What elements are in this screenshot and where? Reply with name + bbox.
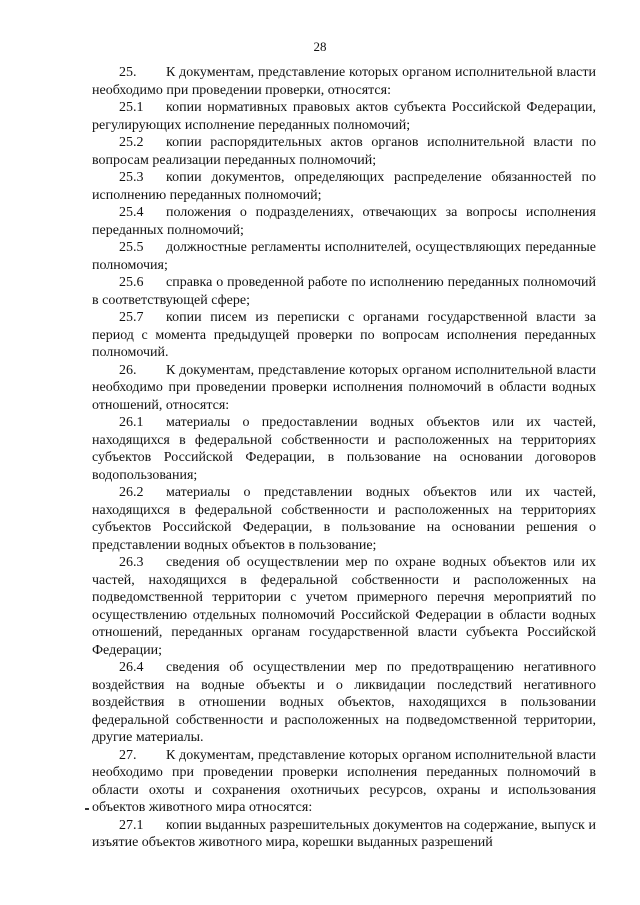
paragraph-number: 25.7	[119, 310, 144, 325]
paragraph	[92, 362, 596, 415]
paragraph	[92, 747, 596, 817]
paragraph-text: положения о подразделениях, отвечающих за вопросы исполнения переданных полномочий;	[92, 205, 596, 238]
paragraph	[92, 99, 596, 134]
paragraph	[92, 169, 596, 204]
paragraph	[92, 817, 596, 852]
paragraph-number: 25.6	[119, 275, 144, 290]
paragraph-number: 26.3	[119, 555, 144, 570]
paragraph-number: 26.2	[119, 485, 144, 500]
paragraph-number: 25.5	[119, 240, 144, 255]
paragraph-text: материалы о предоставлении водных объектов или их частей, находящихся в федеральной собственности и расположенных на территориях субъектов Российской Федерации, в пользование на основании договоров водопользования;	[92, 415, 596, 483]
paragraph-text: копии распорядительных актов органов исполнительной власти по вопросам реализации переданных полномочий;	[92, 135, 596, 168]
paragraph-number: 25.4	[119, 205, 144, 220]
paragraph-text: К документам, представление которых органом исполнительной власти необходимо при проведении проверки исполнения полномочий в области водных отношений, относятся:	[92, 362, 596, 413]
paragraph-text: справка о проведенной работе по исполнению переданных полномочий в соответствующей сфере;	[92, 275, 596, 308]
paragraph	[92, 134, 596, 169]
paragraph-number: 26.1	[119, 415, 144, 430]
paragraph	[92, 204, 596, 239]
paragraph-text: копии писем из переписки с органами государственной власти за период с момента предыдущей проверки по вопросам исполнения переданных полномочий.	[92, 310, 596, 360]
paragraph	[92, 484, 596, 554]
paragraph-text: копии выданных разрешительных документов на содержание, выпуск и изъятие объектов животного мира, корешки выданных разрешений	[92, 817, 596, 850]
paragraph	[92, 274, 596, 309]
paragraph-number: 26.	[119, 362, 137, 378]
page-number: 28	[313, 39, 327, 54]
paragraph-number: 25.3	[119, 170, 144, 185]
paragraph-text: копии документов, определяющих распределение обязанностей по исполнению переданных полномочий;	[92, 170, 596, 203]
document-body	[92, 64, 596, 852]
paragraph-number: 27.	[119, 747, 137, 763]
paragraph-text: сведения об осуществлении мер по охране водных объектов или их частей, находящихся в федеральной собственности и расположенных на подведомственной территории с учетом примерного перечня мероприятий по осуществлению отдельных полномочий Российской Федерации в области водных отношений, переданных органам государственной власти субъекта Российской Федерации;	[92, 555, 596, 658]
paragraph	[92, 659, 596, 747]
margin-mark	[85, 808, 89, 810]
paragraph-number: 27.1	[119, 817, 144, 833]
paragraph-text: материалы о представлении водных объектов или их частей, находящихся в федеральной собственности и расположенных на территориях субъектов Российской Федерации, в пользование на основании решения о представлении водных объектов в пользование;	[92, 485, 596, 553]
paragraph-number: 25.	[119, 65, 137, 80]
paragraph	[92, 309, 596, 362]
paragraph	[92, 554, 596, 659]
paragraph-text: К документам, представление которых органом исполнительной власти необходимо при проведении проверки исполнения переданных полномочий в области охоты и сохранения охотничьих ресурсов, охраны и использования объектов животного мира относятся:	[92, 747, 596, 815]
paragraph-text: копии нормативных правовых актов субъекта Российской Федерации, регулирующих исполнение переданных полномочий;	[92, 100, 596, 133]
paragraph-text: К документам, представление которых органом исполнительной власти необходимо при проведении проверки, относятся:	[92, 65, 596, 98]
paragraph	[92, 414, 596, 484]
paragraph-number: 25.2	[119, 135, 144, 150]
paragraph	[92, 239, 596, 274]
paragraph-number: 25.1	[119, 100, 144, 115]
paragraph-text: должностные регламенты исполнителей, осуществляющих переданные полномочия;	[92, 240, 596, 273]
paragraph-number: 26.4	[119, 660, 144, 675]
paragraph	[92, 64, 596, 99]
paragraph-text: сведения об осуществлении мер по предотвращению негативного воздействия на водные объекты и о ликвидации последствий негативного воздействия в отношении водных объектов, находящихся в пользовании федеральной собственности и расположенных на подведомственной территории, другие материалы.	[92, 660, 596, 745]
